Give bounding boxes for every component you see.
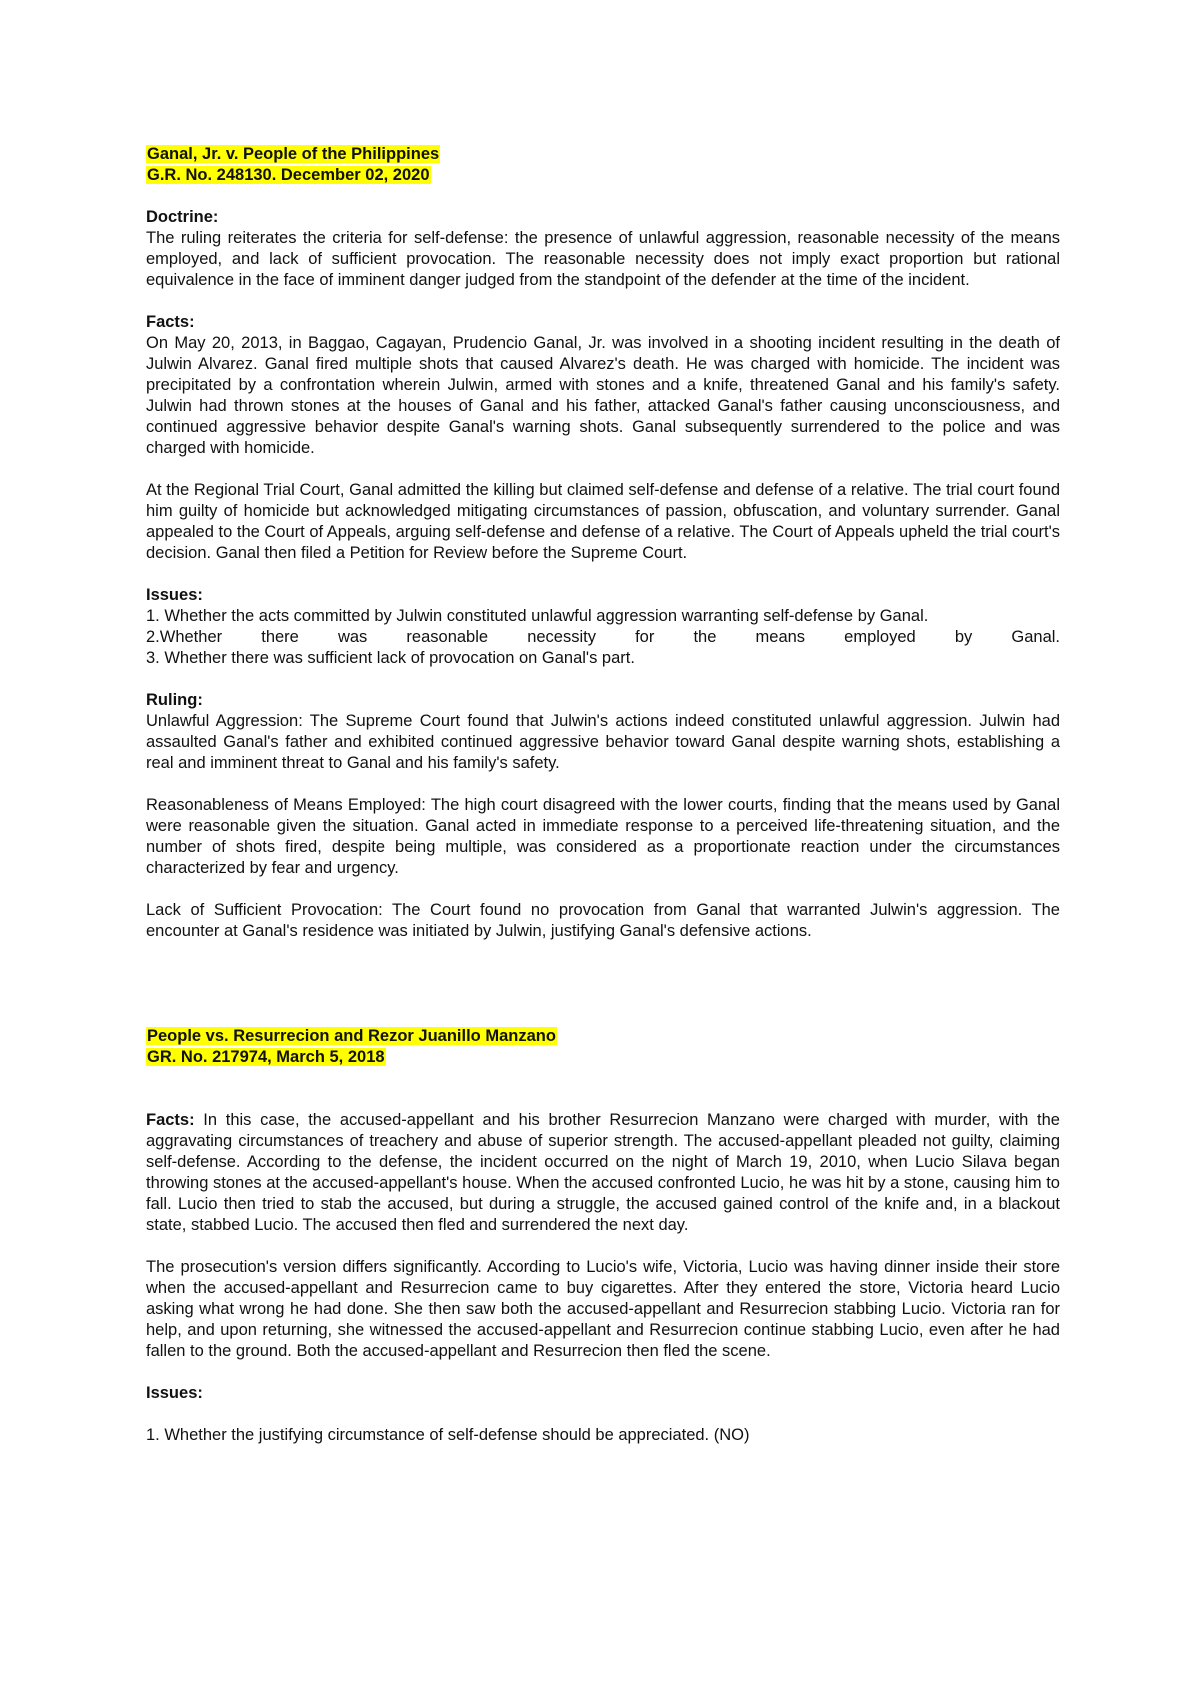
case-2-title: People vs. Resurrecion and Rezor Juanillo Manzano — [147, 1027, 556, 1045]
ruling-paragraph-3: Lack of Sufficient Provocation: The Court found no provocation from Ganal that warranted Julwin's aggression. The encounter at Ganal's residence was initiated by Julwin, justifying Ganal's defensive actions. — [146, 901, 1060, 940]
issue-2: 2.Whether there was reasonable necessity for the means employed by Ganal. — [146, 628, 1060, 646]
case-1-gr-number: G.R. No. 248130. December 02, 2020 — [147, 166, 430, 184]
case-1-title: Ganal, Jr. v. People of the Philippines — [147, 145, 440, 163]
case-2-issues-heading: Issues: — [146, 1384, 203, 1402]
case-2-issue-1: 1. Whether the justifying circumstance of self-defense should be appreciated. (NO) — [146, 1426, 750, 1444]
issue-3: 3. Whether there was sufficient lack of provocation on Ganal's part. — [146, 649, 635, 667]
case-2-facts-text-1: In this case, the accused-appellant and his brother Resurrecion Manzano were charged with murder, with the aggravating circumstances of treachery and abuse of superior strength. The accused-appellant pleaded not guilty, claiming self-defense. According to the defense, the incident occurred on the night of March 19, 2010, when Lucio Silava began throwing stones at the accused-appellant's house. When the accused confronted Lucio, he was hit by a stone, causing him to fall. Lucio then tried to stab the accused, but during a struggle, the accused gained control of the knife and, in a blackout state, stabbed Lucio. The accused then fled and surrendered the next day. — [146, 1111, 1060, 1234]
case-1 — [146, 144, 1060, 942]
ruling-paragraph-1: Unlawful Aggression: The Supreme Court found that Julwin's actions indeed constituted unlawful aggression. Julwin had assaulted Ganal's father and exhibited continued aggressive behavior toward Ganal despite warning shots, establishing a real and imminent threat to Ganal and his family's safety. — [146, 712, 1060, 772]
ruling-heading: Ruling: — [146, 691, 203, 709]
case-2-facts-paragraph-1 — [146, 1110, 1060, 1236]
case-2 — [146, 1026, 1060, 1446]
document-page — [146, 144, 1060, 1446]
case-2-facts-paragraph-2: The prosecution's version differs significantly. According to Lucio's wife, Victoria, Lucio was having dinner inside their store when the accused-appellant and Resurrecion came to buy cigarettes. After they entered the store, Victoria heard Lucio asking what wrong he had done. She then saw both the accused-appellant and Resurrecion stabbing Lucio. Victoria ran for help, and upon returning, she witnessed the accused-appellant and Resurrecion continue stabbing Lucio, even after he had fallen to the ground. Both the accused-appellant and Resurrecion then fled the scene. — [146, 1258, 1060, 1360]
case-2-gr-number: GR. No. 217974, March 5, 2018 — [147, 1048, 385, 1066]
issues-heading: Issues: — [146, 586, 203, 604]
facts-paragraph-1: On May 20, 2013, in Baggao, Cagayan, Prudencio Ganal, Jr. was involved in a shooting incident resulting in the death of Julwin Alvarez. Ganal fired multiple shots that caused Alvarez's death. He was charged with homicide. The incident was precipitated by a confrontation wherein Julwin, armed with stones and a knife, threatened Ganal and his family's safety. Julwin had thrown stones at the houses of Ganal and his father, attacked Ganal's father causing unconsciousness, and continued aggressive behavior despite Ganal's warning shots. Ganal subsequently surrendered to the police and was charged with homicide. — [146, 334, 1060, 457]
ruling-paragraph-2: Reasonableness of Means Employed: The high court disagreed with the lower courts, finding that the means used by Ganal were reasonable given the situation. Ganal acted in immediate response to a perceived life-threatening situation, and the number of shots fired, despite being multiple, was considered as a proportionate reaction under the circumstances characterized by fear and urgency. — [146, 796, 1060, 877]
case-2-facts-heading: Facts: — [146, 1111, 195, 1129]
doctrine-text: The ruling reiterates the criteria for self-defense: the presence of unlawful aggression, reasonable necessity of the means employed, and lack of sufficient provocation. The reasonable necessity does not imply exact proportion but rational equivalence in the face of imminent danger judged from the standpoint of the defender at the time of the incident. — [146, 229, 1060, 289]
issue-1: 1. Whether the acts committed by Julwin constituted unlawful aggression warranting self-defense by Ganal. — [146, 607, 929, 625]
facts-paragraph-2: At the Regional Trial Court, Ganal admitted the killing but claimed self-defense and defense of a relative. The trial court found him guilty of homicide but acknowledged mitigating circumstances of passion, obfuscation, and voluntary surrender. Ganal appealed to the Court of Appeals, arguing self-defense and defense of a relative. The Court of Appeals upheld the trial court's decision. Ganal then filed a Petition for Review before the Supreme Court. — [146, 481, 1060, 562]
facts-heading: Facts: — [146, 313, 195, 331]
doctrine-heading: Doctrine: — [146, 208, 219, 226]
